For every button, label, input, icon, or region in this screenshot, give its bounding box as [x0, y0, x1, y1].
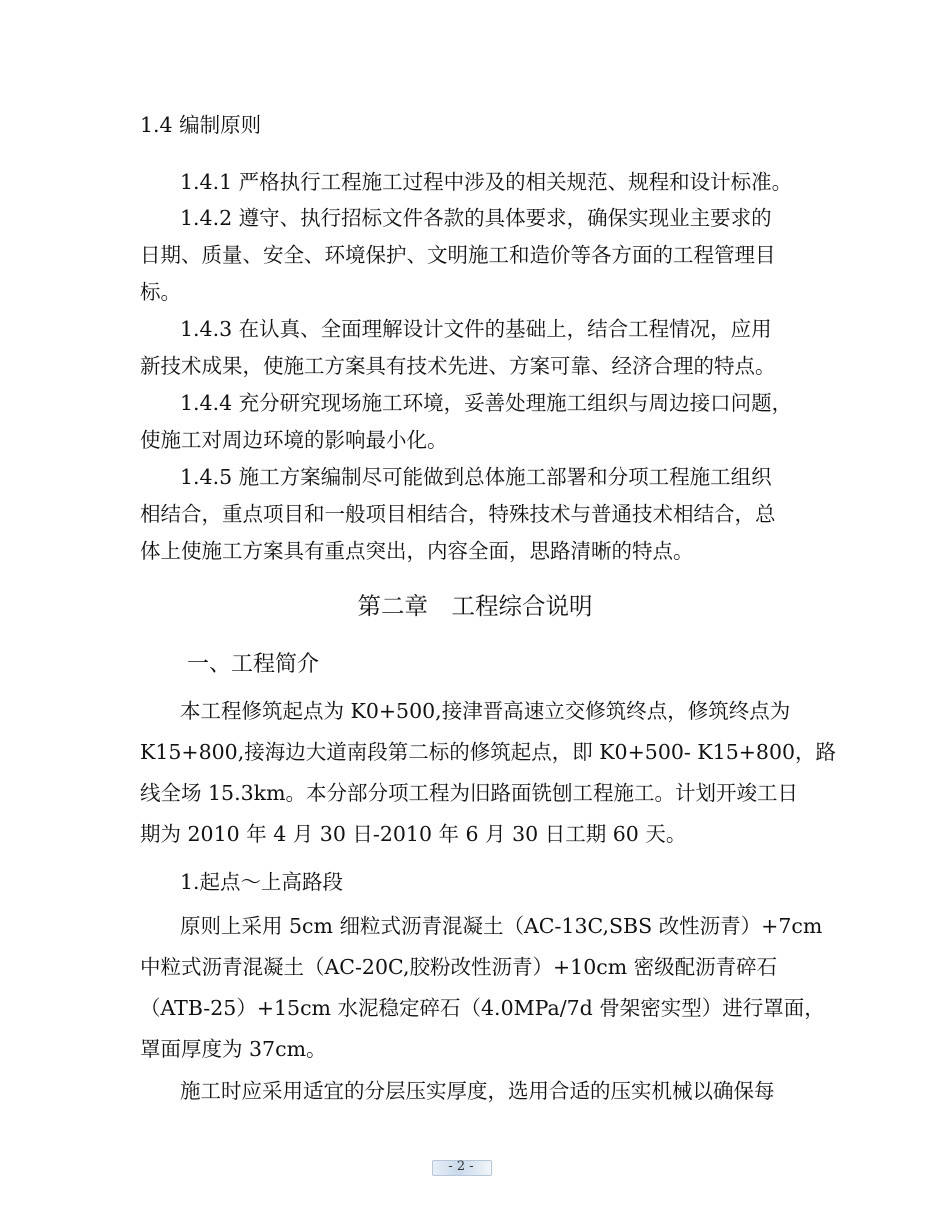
item-1-title: 1.起点～上高路段 [180, 870, 344, 894]
paragraph-4-line-1: 1.4.4 充分研究现场施工环境，妥善处理施工组织与周边接口问题， [180, 391, 793, 415]
paragraph-5-line-1: 1.4.5 施工方案编制尽可能做到总体施工部署和分项工程施工组织 [180, 465, 772, 489]
intro-line-4: 期为 2010 年 4 月 30 日-2010 年 6 月 30 日工期 60 天。 [140, 822, 687, 846]
intro-line-2: K15+800,接海边大道南段第二标的修筑起点，即 K0+500- K15+800，路 [140, 740, 837, 764]
item-1-line-4: 罩面厚度为 37cm。 [140, 1037, 327, 1061]
page-number: - 2 - [448, 1159, 474, 1174]
subsection-title: 一、工程简介 [187, 652, 320, 677]
item-1-line-2: 中粒式沥青混凝土（AC-20C,胶粉改性沥青）+10cm 密级配沥青碎石 [140, 955, 778, 979]
paragraph-2-line-2: 日期、质量、安全、环境保护、文明施工和造价等各方面的工程管理目 [140, 243, 776, 267]
paragraph-5-line-2: 相结合，重点项目和一般项目相结合，特殊技术与普通技术相结合，总 [140, 502, 776, 526]
paragraph-2-line-1: 1.4.2 遵守、执行招标文件各款的具体要求，确保实现业主要求的 [180, 206, 772, 230]
paragraph-1-line-1: 1.4.1 严格执行工程施工过程中涉及的相关规范、规程和设计标准。 [180, 170, 793, 194]
section-heading: 1.4 编制原则 [140, 113, 262, 137]
paragraph-4-line-2: 使施工对周边环境的影响最小化。 [140, 428, 448, 452]
last-paragraph-line-1: 施工时应采用适宜的分层压实厚度，选用合适的压实机械以确保每 [180, 1079, 775, 1103]
item-1-line-1: 原则上采用 5cm 细粒式沥青混凝土（AC-13C,SBS 改性沥青）+7cm [180, 914, 823, 938]
item-1-line-3: （ATB-25）+15cm 水泥稳定碎石（4.0MPa/7d 骨架密实型）进行罩面， [140, 996, 825, 1020]
intro-line-1: 本工程修筑起点为 K0+500,接津晋高速立交修筑终点，修筑终点为 [180, 699, 791, 723]
paragraph-3-line-1: 1.4.3 在认真、全面理解设计文件的基础上，结合工程情况，应用 [180, 317, 772, 341]
paragraph-2-line-3: 标。 [140, 280, 181, 304]
chapter-title: 第二章 工程综合说明 [357, 592, 593, 620]
page-footer [432, 1158, 490, 1176]
intro-line-3: 线全场 15.3km。本分部分项工程为旧路面铣刨工程施工。计划开竣工日 [140, 781, 799, 805]
paragraph-3-line-2: 新技术成果，使施工方案具有技术先进、方案可靠、经济合理的特点。 [140, 354, 776, 378]
paragraph-5-line-3: 体上使施工方案具有重点突出，内容全面，思路清晰的特点。 [140, 539, 694, 563]
